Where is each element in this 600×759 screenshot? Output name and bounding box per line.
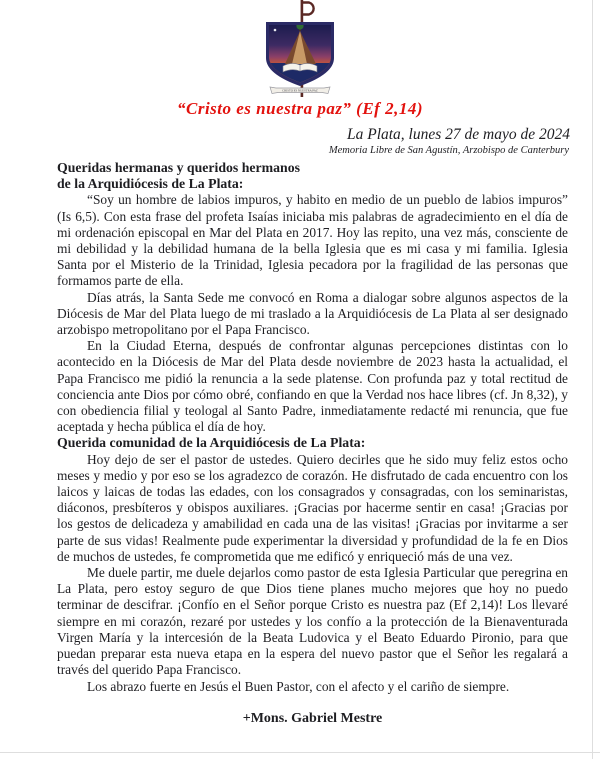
section-heading: Querida comunidad de la Arquidiócesis de La Plata:	[57, 435, 366, 451]
scan-edge-right	[592, 0, 593, 759]
shield-icon	[266, 22, 334, 86]
letter-paragraph-5: Me duele partir, me duele dejarlos como pastor de esta Iglesia Particular que peregrina en La Plata, pero estoy seguro de que Dios tiene planes mucho mejores que hoy no puedo terminar de descifrar. ¡Confío en el Señor porque Cristo es nuestra paz (Ef 2,14)! Los llevaré siempre en mi corazón, rezaré por ustedes y los confío a la protección de la Bienaventurada Virgen María y la intercesión de la Beata Ludovica y el Beato Eduardo Pironio, para que puedan preparar esta nueva etapa en la espera del nuevo pastor que el Señor les regalará a través del querido Papa Francisco.	[57, 565, 568, 678]
letter-paragraph-2: Días atrás, la Santa Sede me convocó en Roma a dialogar sobre algunos aspectos de la Diócesis de Mar del Plata luego de mi traslado a la Arquidiócesis de La Plata al ser designado arzobispo metropolitano por el Papa Francisco.	[57, 289, 568, 338]
letter-paragraph-1: “Soy un hombre de labios impuros, y habito en medio de un pueblo de labios impuros” (Is 6,5). Con esta frase del profeta Isaías iniciaba mis palabras de agradecimiento en el día de mi ordenación episcopal en Mar del Plata en 2017. Hoy las repito, una vez más, consciente de mi debilidad y la debilidad humana de la bella Iglesia que es mi casa y mi familia. Iglesia Santa por el Misterio de la Trinidad, Iglesia pecadora por la fragilidad de las personas que formamos parte de ella.	[57, 192, 568, 289]
scan-edge-bottom	[0, 752, 600, 753]
ribbon-banner-icon	[270, 87, 330, 94]
motto-text: “Cristo es nuestra paz” (Ef 2,14)	[176, 99, 424, 118]
letter-paragraph-4: Hoy dejo de ser el pastor de ustedes. Quiero decirles que he sido muy feliz estos ocho meses y medio y por eso se los agradezco de corazón. He disfrutado de cada encuentro con los laicos y laicas de todas las edades, con los consagrados y consagradas, con los seminaristas, diáconos, presbíteros y obispos auxiliares. ¡Gracias por hacerme sentir en casa! ¡Gracias por los gestos de delicadeza y amabilidad en cada una de las visitas! ¡Gracias por invitarme a ser parte de sus vidas! Realmente pude experimentar la diversidad y profundidad de la fe en Dios de muchos de ustedes, fe comprometida que me edificó y enriqueció más de una vez.	[57, 451, 568, 564]
salutation-line-2: de la Arquidiócesis de La Plata:	[57, 176, 244, 192]
signature: +Mons. Gabriel Mestre	[242, 710, 383, 726]
salutation-line-1: Queridas hermanas y queridos hermanos	[57, 160, 300, 175]
letter-closing-line: Los abrazo fuerte en Jesús el Buen Pastor, con el afecto y el cariño de siempre.	[87, 678, 510, 694]
ribbon-motto-text: CRISTO ES NUESTRA PAZ	[282, 88, 318, 93]
dateline: La Plata, lunes 27 de mayo de 2024	[346, 126, 570, 143]
letter-paragraph-3: En la Ciudad Eterna, después de confrontar algunas percepciones distintas con lo acontecido en la Diócesis de Mar del Plata desde noviembre de 2023 hasta la actualidad, el Papa Francisco me pidió la renuncia a la sede platense. Con profunda paz y total rectitud de conciencia ante Dios por cómo obré, confiando en que la Verdad nos hace libres (cf. Jn 8,32), y con obediencia filial y teologal al Santo Padre, inmediatamente redacté mi renuncia, que fue aceptada y hecha pública el día de hoy.	[57, 338, 568, 435]
letter-body	[0, 157, 600, 727]
liturgical-note: Memoria Libre de San Agustín, Arzobispo de Canterbury	[328, 145, 569, 156]
crest-wrap	[0, 0, 600, 97]
coat-of-arms-icon	[252, 0, 348, 97]
star-icon	[274, 29, 277, 32]
